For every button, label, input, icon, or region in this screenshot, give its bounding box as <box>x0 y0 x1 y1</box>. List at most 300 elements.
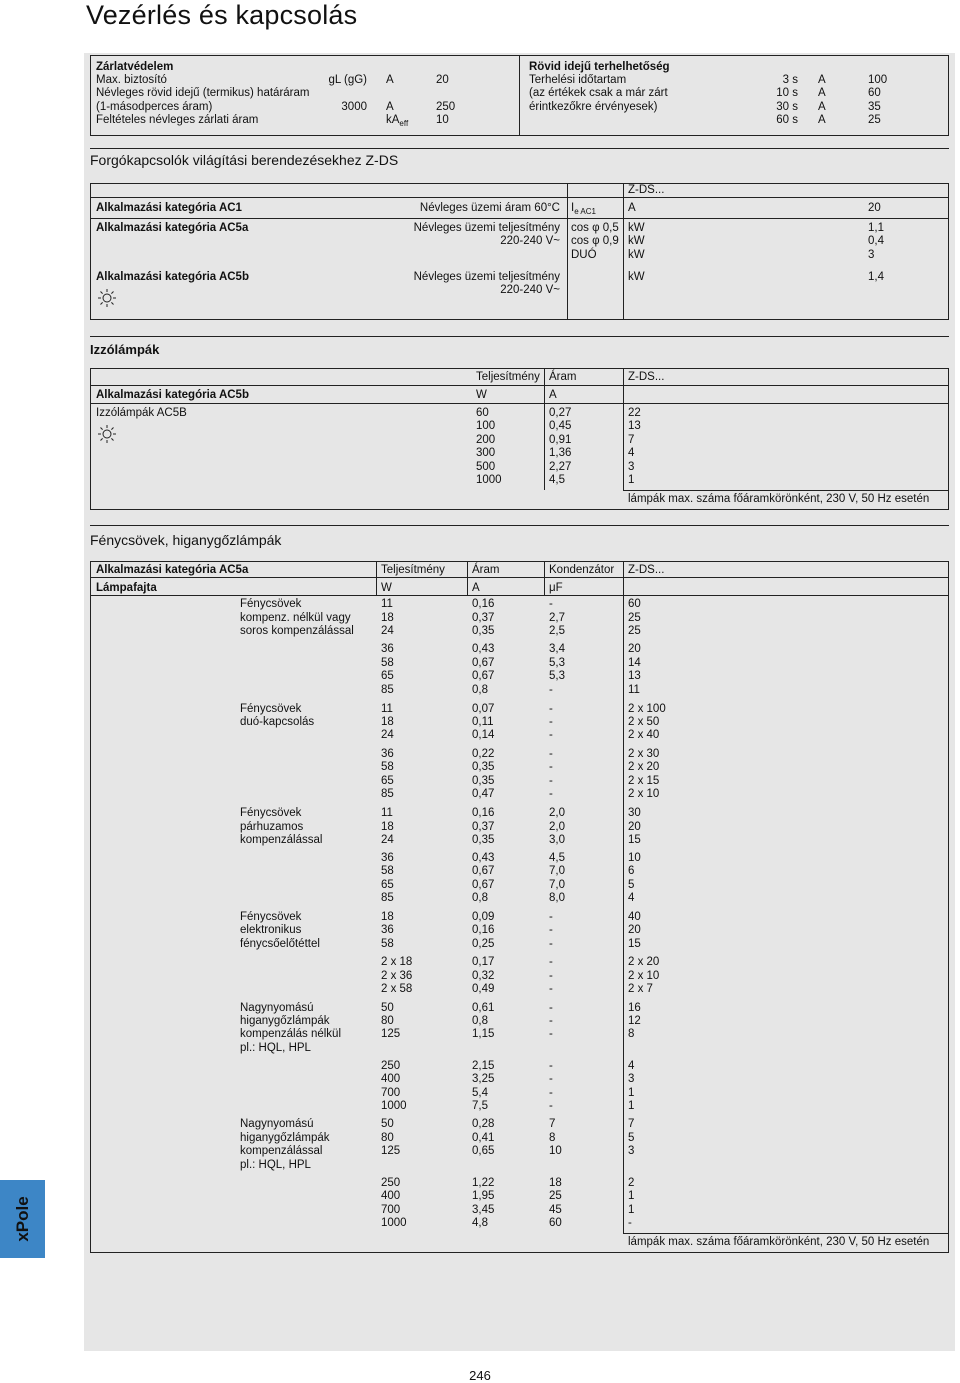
current-cell: 0,16 <box>472 807 495 819</box>
current-cell: 0,14 <box>472 729 495 741</box>
capacitor-cell: - <box>549 1100 553 1112</box>
current-cell: 3,45 <box>472 1204 495 1216</box>
lamp-count-cell: 2 x 50 <box>628 716 660 728</box>
fluorescent-col-line <box>623 561 624 1233</box>
section-title: Izzólámpák <box>90 342 160 357</box>
rotary-col-line <box>567 183 568 320</box>
current-cell: 0,67 <box>472 865 495 877</box>
ac1-label: Alkalmazási kategória AC1 <box>96 202 242 214</box>
zds-header: Z-DS... <box>628 371 665 383</box>
current-cell: 0,65 <box>472 1145 495 1157</box>
capacitor-cell: 10 <box>549 1145 562 1157</box>
protection-line: Feltételes névleges zárlati áram <box>96 114 259 126</box>
current-cell: 0,11 <box>472 716 494 728</box>
current-cell: 0,22 <box>472 748 495 760</box>
lamp-count-cell: 2 x 10 <box>628 970 660 982</box>
power-cell: 80 <box>381 1015 394 1027</box>
conditional-unit: $kA_{eff}$ <box>386 114 409 128</box>
zds-header: Z-DS... <box>628 564 665 576</box>
power-cell: 24 <box>381 625 394 637</box>
power-cell: 18 <box>381 821 394 833</box>
capacitor-cell: 4,5 <box>549 852 565 864</box>
ac5b-value: 1,4 <box>868 271 884 283</box>
power-cell: 65 <box>381 670 394 682</box>
lamp-group-label: párhuzamos <box>240 821 304 833</box>
lamp-count-cell: 2 x 10 <box>628 788 660 800</box>
power-cell: 50 <box>381 1118 394 1130</box>
capacitor-cell: - <box>549 1028 553 1040</box>
current-cell: 0,35 <box>472 625 495 637</box>
lamp-count-cell: 5 <box>628 1132 635 1144</box>
current-cell: 1,95 <box>472 1190 495 1202</box>
capacitor-cell: - <box>549 938 553 950</box>
short-time-value: 250 <box>436 101 456 113</box>
overload-time: 3 s <box>782 74 798 86</box>
current-cell: 0,37 <box>472 612 495 624</box>
capacitor-cell: - <box>549 1015 553 1027</box>
lamp-count-cell: 3 <box>628 1145 635 1157</box>
capacitor-cell: 2,0 <box>549 807 565 819</box>
ac5b-description: Névleges üzemi teljesítmény <box>413 271 560 283</box>
current-unit: A <box>472 582 480 594</box>
fluorescent-table <box>90 561 949 1253</box>
current-cell: 2,27 <box>549 460 572 473</box>
ac5b-label: Alkalmazási kategória AC5b <box>96 271 249 283</box>
power-unit: W <box>381 582 392 594</box>
current-cell: 0,37 <box>472 821 495 833</box>
current-cell: 0,07 <box>472 703 495 715</box>
lamp-count-cell: 1 <box>628 1087 635 1099</box>
lamp-count-cell: 1 <box>628 1204 635 1216</box>
lamp-group-label: kompenzálással <box>240 1145 323 1157</box>
lamp-group-label: higanygőzlámpák <box>240 1132 330 1144</box>
capacitor-header: Kondenzátor <box>549 564 615 576</box>
current-cell: 0,35 <box>472 834 495 846</box>
current-cell: 4,5 <box>549 474 565 486</box>
power-cell: 250 <box>381 1177 401 1189</box>
capacitor-cell: 60 <box>549 1217 562 1229</box>
lamp-count-cell: 3 <box>628 1073 635 1085</box>
ac5a-value: 3 <box>868 249 875 261</box>
capacitor-cell: 2,5 <box>549 625 565 637</box>
lamp-count-cell: 1 <box>628 1190 635 1202</box>
lamp-count-cell: 2 x 100 <box>628 703 666 715</box>
lightbulb-icon <box>97 424 117 444</box>
section-rule <box>90 336 949 337</box>
power-cell: 125 <box>381 1028 401 1040</box>
current-cell: 0,16 <box>472 924 495 936</box>
lamp-count-cell: 20 <box>628 924 641 936</box>
lamp-count-cell: 22 <box>628 407 641 419</box>
rotary-col-line <box>623 183 624 320</box>
power-cell: 1000 <box>476 474 502 486</box>
protection-heading: Zárlatvédelem <box>96 61 174 73</box>
current-cell: 0,32 <box>472 970 495 982</box>
lamp-group-label: Fénycsövek <box>240 598 302 610</box>
capacitor-cell: 7 <box>549 1118 556 1130</box>
power-header: Teljesítmény <box>381 564 445 576</box>
ac5a-condition: cos φ 0,5 <box>571 222 619 234</box>
capacitor-cell: - <box>549 598 553 610</box>
current-cell: 0,45 <box>549 420 572 433</box>
current-unit: A <box>549 389 557 401</box>
current-cell: 0,8 <box>472 684 488 696</box>
power-cell: 125 <box>381 1145 401 1157</box>
lamp-count-cell: 4 <box>628 447 635 460</box>
capacitor-cell: 25 <box>549 1190 562 1202</box>
capacitor-cell: 8 <box>549 1132 556 1144</box>
power-cell: 2 x 58 <box>381 983 413 995</box>
lamp-group-label: Fénycsövek <box>240 911 302 923</box>
power-cell: 65 <box>381 879 394 891</box>
power-cell: 85 <box>381 788 394 800</box>
capacitor-cell: 7,0 <box>549 865 565 877</box>
current-cell: 0,61 <box>472 1002 495 1014</box>
lamp-count-cell: - <box>628 1217 632 1229</box>
overload-unit: A <box>818 74 826 86</box>
capacitor-cell: - <box>549 983 553 995</box>
page-title: Vezérlés és kapcsolás <box>86 0 358 30</box>
fluorescent-row-line <box>90 595 949 596</box>
current-cell: 0,43 <box>472 852 495 864</box>
footnote: lámpák max. száma főáramkörönként, 230 V, 50 Hz esetén <box>628 493 930 505</box>
capacitor-cell: - <box>549 748 553 760</box>
capacitor-cell: - <box>549 911 553 923</box>
power-cell: 300 <box>476 447 496 460</box>
capacitor-cell: 8,0 <box>549 892 565 904</box>
power-cell: 36 <box>381 852 394 864</box>
capacitor-cell: 2,7 <box>549 612 565 624</box>
side-tab-label: xPole <box>12 1196 32 1242</box>
lamp-count-cell: 14 <box>628 657 641 669</box>
lamp-count-cell: 15 <box>628 834 641 846</box>
capacitor-cell: 3,4 <box>549 643 565 655</box>
power-cell: 36 <box>381 748 394 760</box>
capacitor-cell: - <box>549 970 553 982</box>
current-cell: 1,36 <box>549 447 572 460</box>
rotary-header-line <box>90 197 949 198</box>
ac1-symbol: $I_{e AC1}$ <box>571 202 596 216</box>
overload-value: 100 <box>868 74 888 86</box>
capacitor-cell: - <box>549 761 553 773</box>
short-time-unit: A <box>386 101 394 113</box>
current-cell: 0,47 <box>472 788 495 800</box>
capacitor-cell: 18 <box>549 1177 562 1189</box>
current-cell: 0,49 <box>472 983 495 995</box>
lamp-group-label: elektronikus <box>240 924 302 936</box>
power-cell: 85 <box>381 892 394 904</box>
power-cell: 18 <box>381 911 394 923</box>
power-cell: 50 <box>381 1002 394 1014</box>
capacitor-cell: 2,0 <box>549 821 565 833</box>
rotary-row-line <box>90 218 949 219</box>
power-cell: 18 <box>381 612 394 624</box>
ac5a-value: 1,1 <box>868 222 884 234</box>
current-cell: 0,35 <box>472 761 495 773</box>
current-cell: 0,09 <box>472 911 495 923</box>
fluorescent-footnote-line <box>623 1233 949 1234</box>
power-cell: 400 <box>381 1073 401 1085</box>
incandescent-col-line <box>544 368 545 490</box>
current-header: Áram <box>549 371 577 383</box>
capacitor-cell: - <box>549 956 553 968</box>
ac1-description: Névleges üzemi áram 60°C <box>419 202 560 214</box>
conditional-value: 10 <box>436 114 449 126</box>
capacitor-cell: - <box>549 703 553 715</box>
lamp-count-cell: 4 <box>628 892 635 904</box>
capacitor-cell: - <box>549 716 553 728</box>
lamp-count-cell: 2 x 20 <box>628 956 660 968</box>
current-cell: 0,91 <box>549 433 572 446</box>
lamp-group-label: pl.: HQL, HPL <box>240 1042 311 1054</box>
power-cell: 24 <box>381 834 394 846</box>
incandescent-header-line <box>90 385 949 386</box>
fluorescent-col-line <box>544 561 545 595</box>
current-cell: 0,67 <box>472 879 495 891</box>
overload-time: 10 s <box>776 87 798 99</box>
lamp-count-cell: 3 <box>628 460 635 473</box>
current-cell: 4,8 <box>472 1217 488 1229</box>
overload-line: érintkezőkre érvényesek) <box>529 101 658 113</box>
power-cell: 18 <box>381 716 394 728</box>
current-cell: 0,17 <box>472 956 495 968</box>
current-cell: 0,25 <box>472 938 495 950</box>
ac1-value: 20 <box>868 202 881 214</box>
capacitor-cell: - <box>549 729 553 741</box>
ac5a-unit: kW <box>628 249 645 261</box>
ac5a-value: 0,4 <box>868 235 884 247</box>
incandescent-col-line <box>623 368 624 490</box>
lamp-count-cell: 30 <box>628 807 641 819</box>
overload-unit: A <box>818 101 826 113</box>
ac5b-unit: kW <box>628 271 645 283</box>
current-cell: 1,15 <box>472 1028 495 1040</box>
lamp-group-label: Nagynyomású <box>240 1002 314 1014</box>
capacitor-cell: - <box>549 1002 553 1014</box>
power-header: Teljesítmény <box>476 371 540 383</box>
current-header: Áram <box>472 564 500 576</box>
lamp-count-cell: 20 <box>628 643 641 655</box>
lamp-count-cell: 7 <box>628 1118 635 1130</box>
overload-time: 30 s <box>776 101 798 113</box>
power-unit: W <box>476 389 487 401</box>
power-cell: 58 <box>381 938 394 950</box>
lamp-count-cell: 2 x 7 <box>628 983 653 995</box>
ac5a-unit: kW <box>628 235 645 247</box>
section-title: Fénycsövek, higanygőzlámpák <box>90 532 282 548</box>
power-cell: 85 <box>381 684 394 696</box>
lamp-group-label: soros kompenzálással <box>240 625 354 637</box>
lamp-count-cell: 6 <box>628 865 635 877</box>
power-cell: 200 <box>476 433 496 446</box>
ac5a-voltage: 220-240 V~ <box>500 235 560 247</box>
power-cell: 250 <box>381 1060 401 1072</box>
overload-time: 60 s <box>776 114 798 126</box>
protection-divider <box>519 55 520 136</box>
lamp-group-label: Fénycsövek <box>240 807 302 819</box>
capacitor-cell: - <box>549 924 553 936</box>
lamp-count-cell: 12 <box>628 1015 641 1027</box>
fluorescent-col-line <box>376 561 377 595</box>
power-cell: 58 <box>381 865 394 877</box>
power-cell: 24 <box>381 729 394 741</box>
lamp-count-cell: 1 <box>628 1100 635 1112</box>
section-title: Forgókapcsolók világítási berendezésekhez Z-DS <box>90 152 399 168</box>
category-label: Alkalmazási kategória AC5b <box>96 389 249 401</box>
lamp-count-cell: 4 <box>628 1060 635 1072</box>
section-rule <box>90 148 949 149</box>
incandescent-footnote-line <box>623 490 949 491</box>
capacitor-cell: - <box>549 684 553 696</box>
power-cell: 11 <box>381 703 393 715</box>
lamp-group-label: Fénycsövek <box>240 703 302 715</box>
ac5a-condition: cos φ 0,9 <box>571 235 619 247</box>
power-cell: 36 <box>381 643 394 655</box>
current-cell: 0,43 <box>472 643 495 655</box>
capacitor-cell: - <box>549 1087 553 1099</box>
zds-header: Z-DS... <box>628 184 665 196</box>
power-cell: 500 <box>476 460 496 473</box>
protection-line: (1-másodperces áram) <box>96 101 213 113</box>
lamp-count-cell: 5 <box>628 879 635 891</box>
ac5a-label: Alkalmazási kategória AC5a <box>96 222 249 234</box>
power-cell: 11 <box>381 807 393 819</box>
power-cell: 65 <box>381 775 394 787</box>
lamp-count-cell: 13 <box>628 670 641 682</box>
current-cell: 0,8 <box>472 1015 488 1027</box>
incandescent-row-line <box>90 403 949 404</box>
ac5a-unit: kW <box>628 222 645 234</box>
power-cell: 58 <box>381 761 394 773</box>
ac5a-condition: DUÓ <box>571 249 597 261</box>
lamp-count-cell: 1 <box>628 474 635 486</box>
lamp-count-cell: 2 x 20 <box>628 761 660 773</box>
lamp-count-cell: 20 <box>628 821 641 833</box>
overload-unit: A <box>818 87 826 99</box>
ac5b-voltage: 220-240 V~ <box>500 284 560 296</box>
current-cell: 0,41 <box>472 1132 495 1144</box>
power-cell: 1000 <box>381 1100 407 1112</box>
capacitor-cell: 3,0 <box>549 834 565 846</box>
current-cell: 2,15 <box>472 1060 495 1072</box>
capacitor-cell: - <box>549 775 553 787</box>
fluorescent-col-line <box>467 561 468 595</box>
current-cell: 0,67 <box>472 657 495 669</box>
ac5a-description: Névleges üzemi teljesítmény <box>413 222 560 234</box>
capacitor-unit: μF <box>549 582 563 594</box>
lamp-count-cell: 60 <box>628 598 641 610</box>
lamp-count-cell: 7 <box>628 433 635 446</box>
lamp-count-cell: 16 <box>628 1002 641 1014</box>
capacitor-cell: - <box>549 1060 553 1072</box>
lamp-count-cell: 25 <box>628 625 641 637</box>
lamp-count-cell: 11 <box>628 684 640 696</box>
lamp-count-cell: 13 <box>628 420 641 433</box>
power-cell: 100 <box>476 420 496 433</box>
overload-line: (az értékek csak a már zárt <box>529 87 668 99</box>
category-label: Alkalmazási kategória AC5a <box>96 564 249 576</box>
current-cell: 0,35 <box>472 775 495 787</box>
power-cell: 1000 <box>381 1217 407 1229</box>
lamp-group-label: Nagynyomású <box>240 1118 314 1130</box>
capacitor-cell: 5,3 <box>549 657 565 669</box>
capacitor-cell: - <box>549 1073 553 1085</box>
ac1-unit: A <box>628 202 636 214</box>
power-cell: 2 x 36 <box>381 970 413 982</box>
current-cell: 1,22 <box>472 1177 495 1189</box>
power-cell: 11 <box>381 598 393 610</box>
short-time-condition: 3000 <box>341 101 367 113</box>
lamp-group-label: higanygőzlámpák <box>240 1015 330 1027</box>
lamp-group-label: fénycsőelőtéttel <box>240 938 320 950</box>
side-tab <box>0 1180 45 1258</box>
overload-line: Terhelési időtartam <box>529 74 627 86</box>
current-cell: 0,28 <box>472 1118 495 1130</box>
lamp-count-cell: 8 <box>628 1028 635 1040</box>
section-rule <box>90 525 949 526</box>
overload-unit: A <box>818 114 826 126</box>
capacitor-cell: 45 <box>549 1204 562 1216</box>
overload-value: 60 <box>868 87 881 99</box>
capacitor-cell: 5,3 <box>549 670 565 682</box>
fuse-type: gL (gG) <box>328 74 367 86</box>
power-cell: 60 <box>476 407 489 419</box>
lamp-group-label: kompenz. nélkül vagy <box>240 612 351 624</box>
power-cell: 2 x 18 <box>381 956 413 968</box>
lamp-count-cell: 2 x 15 <box>628 775 660 787</box>
lamp-count-cell: 40 <box>628 911 641 923</box>
power-cell: 400 <box>381 1190 401 1202</box>
page-number: 246 <box>469 1368 491 1383</box>
power-cell: 80 <box>381 1132 394 1144</box>
current-cell: 0,67 <box>472 670 495 682</box>
current-cell: 7,5 <box>472 1100 488 1112</box>
protection-line: Névleges rövid idejű (termikus) határáram <box>96 87 310 99</box>
power-cell: 58 <box>381 657 394 669</box>
current-cell: 5,4 <box>472 1087 488 1099</box>
lamp-count-cell: 2 x 30 <box>628 748 660 760</box>
capacitor-cell: - <box>549 788 553 800</box>
lamp-group-label: pl.: HQL, HPL <box>240 1159 311 1171</box>
overload-value: 35 <box>868 101 881 113</box>
current-cell: 0,16 <box>472 598 495 610</box>
lamp-count-cell: 10 <box>628 852 641 864</box>
lightbulb-icon <box>97 288 117 308</box>
fuse-unit: A <box>386 74 394 86</box>
overload-heading: Rövid idejű terhelhetőség <box>529 61 670 73</box>
lamp-group-label: kompenzálással <box>240 834 323 846</box>
lamp-group-label: duó-kapcsolás <box>240 716 315 728</box>
power-cell: 36 <box>381 924 394 936</box>
row-label: Izzólámpák AC5B <box>96 407 187 419</box>
current-cell: 0,27 <box>549 407 572 419</box>
current-cell: 3,25 <box>472 1073 495 1085</box>
lamp-count-cell: 2 x 40 <box>628 729 660 741</box>
fuse-value: 20 <box>436 74 449 86</box>
footnote: lámpák max. száma főáramkörönként, 230 V, 50 Hz esetén <box>628 1236 930 1248</box>
lamp-group-label: kompenzálás nélkül <box>240 1028 342 1040</box>
current-cell: 0,8 <box>472 892 488 904</box>
lamp-count-cell: 2 <box>628 1177 635 1189</box>
lamp-type-label: Lámpafajta <box>96 582 157 594</box>
overload-value: 25 <box>868 114 881 126</box>
power-cell: 700 <box>381 1087 401 1099</box>
protection-line: Max. biztosító <box>96 74 167 86</box>
capacitor-cell: 7,0 <box>549 879 565 891</box>
power-cell: 700 <box>381 1204 401 1216</box>
lamp-count-cell: 25 <box>628 612 641 624</box>
lamp-count-cell: 15 <box>628 938 641 950</box>
